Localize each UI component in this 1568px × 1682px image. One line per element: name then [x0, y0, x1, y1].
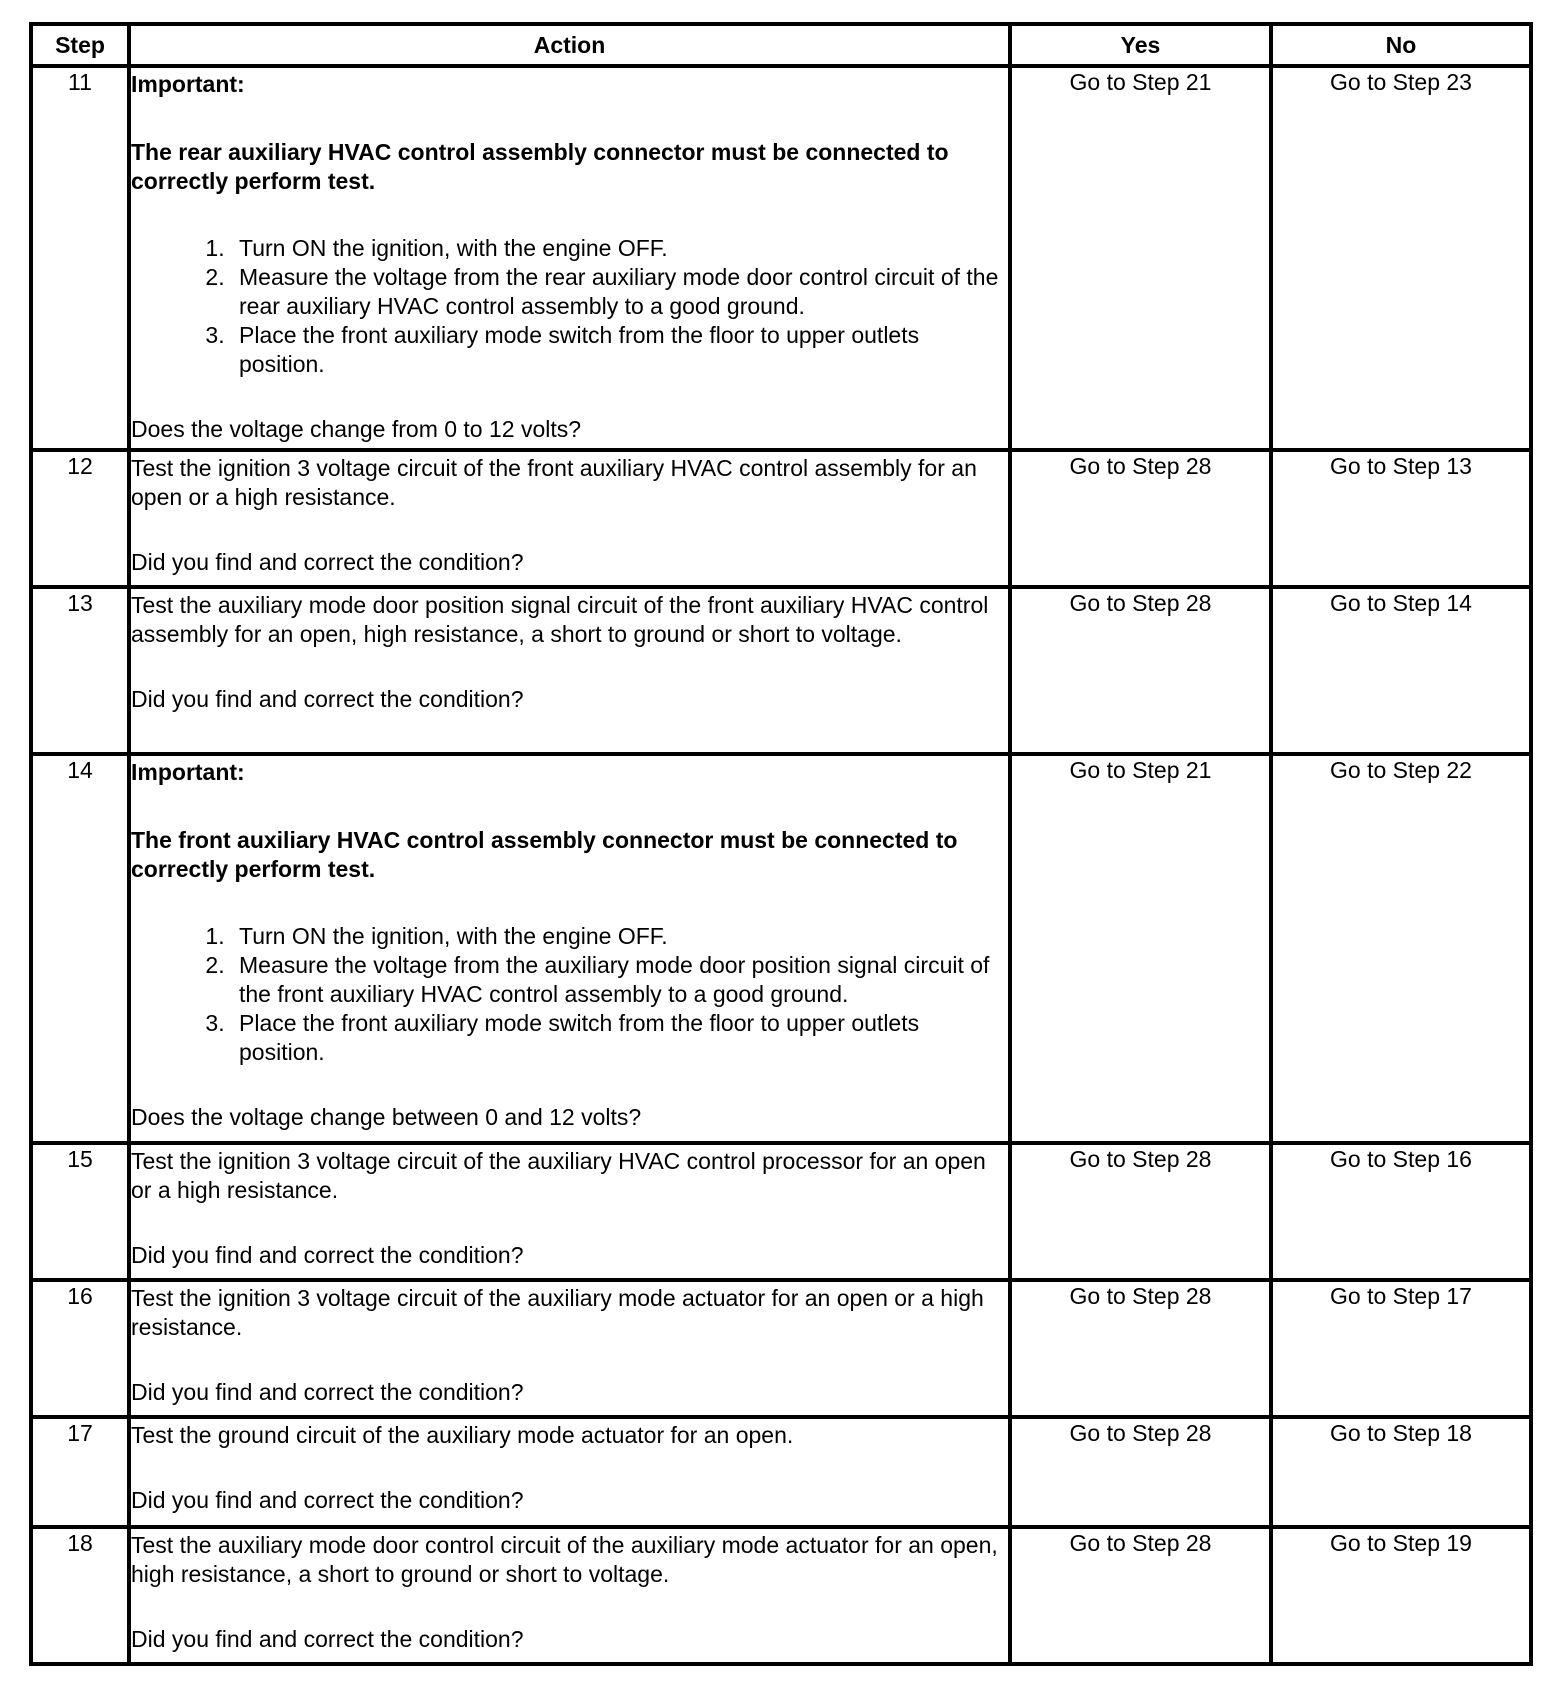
- step-number: 13: [31, 587, 129, 754]
- test-text: Test the auxiliary mode door control circuit of the auxiliary mode actuator for an open, high resistance, a short to ground or short to voltage.: [131, 1532, 998, 1587]
- important-text: The rear auxiliary HVAC control assembly connector must be connected to correctly perform test.: [131, 139, 949, 194]
- no-cell: Go to Step 18: [1271, 1417, 1531, 1527]
- action-cell: [129, 1417, 1010, 1527]
- no-cell: Go to Step 19: [1271, 1527, 1531, 1664]
- step-number: 11: [31, 66, 129, 450]
- question-text: Did you find and correct the condition?: [131, 1379, 524, 1405]
- action-cell: [129, 754, 1010, 1143]
- no-cell: Go to Step 16: [1271, 1143, 1531, 1280]
- question-text: Did you find and correct the condition?: [131, 686, 524, 712]
- action-cell: [129, 1143, 1010, 1280]
- diagnostic-table: [29, 22, 1533, 1666]
- no-cell: Go to Step 13: [1271, 450, 1531, 587]
- question-text: Does the voltage change between 0 and 12 volts?: [131, 1104, 642, 1130]
- yes-cell: Go to Step 28: [1010, 587, 1271, 754]
- action-cell: [129, 450, 1010, 587]
- header-action: Action: [129, 24, 1010, 66]
- action-cell: [129, 1527, 1010, 1664]
- list-item: 3. Place the front auxiliary mode switch from the floor to upper outlets position.: [231, 321, 1008, 379]
- action-steps-list: [131, 922, 1008, 1067]
- yes-cell: Go to Step 21: [1010, 66, 1271, 450]
- table-row: [31, 587, 1531, 754]
- table-row: [31, 1280, 1531, 1417]
- table-row: [31, 1143, 1531, 1280]
- action-steps-list: [131, 234, 1008, 379]
- header-no: No: [1271, 24, 1531, 66]
- step-number: 12: [31, 450, 129, 587]
- no-cell: Go to Step 17: [1271, 1280, 1531, 1417]
- list-item: 1. Turn ON the ignition, with the engine OFF.: [231, 922, 1008, 951]
- header-step: Step: [31, 24, 129, 66]
- yes-cell: Go to Step 28: [1010, 450, 1271, 587]
- table-row: [31, 754, 1531, 1143]
- list-item: 3. Place the front auxiliary mode switch from the floor to upper outlets position.: [231, 1009, 1008, 1067]
- question-text: Did you find and correct the condition?: [131, 1626, 524, 1652]
- step-number: 16: [31, 1280, 129, 1417]
- action-cell: [129, 587, 1010, 754]
- action-cell: [129, 1280, 1010, 1417]
- test-text: Test the ignition 3 voltage circuit of the auxiliary HVAC control processor for an open or a high resistance.: [131, 1148, 986, 1203]
- step-number: 15: [31, 1143, 129, 1280]
- step-number: 14: [31, 754, 129, 1143]
- no-cell: Go to Step 22: [1271, 754, 1531, 1143]
- test-text: Test the ignition 3 voltage circuit of the front auxiliary HVAC control assembly for an open or a high resistance.: [131, 455, 977, 510]
- list-item: 1. Turn ON the ignition, with the engine OFF.: [231, 234, 1008, 263]
- header-row: [31, 24, 1531, 66]
- table-row: [31, 1527, 1531, 1664]
- step-number: 18: [31, 1527, 129, 1664]
- list-item: 2. Measure the voltage from the rear auxiliary mode door control circuit of the rear auxiliary HVAC control assembly to a good ground.: [231, 263, 1008, 321]
- step-number: 17: [31, 1417, 129, 1527]
- yes-cell: Go to Step 28: [1010, 1527, 1271, 1664]
- table-row: [31, 66, 1531, 450]
- question-text: Does the voltage change from 0 to 12 volts?: [131, 416, 582, 442]
- test-text: Test the ground circuit of the auxiliary mode actuator for an open.: [131, 1422, 794, 1448]
- table-row: [31, 1417, 1531, 1527]
- question-text: Did you find and correct the condition?: [131, 1242, 524, 1268]
- yes-cell: Go to Step 28: [1010, 1417, 1271, 1527]
- important-text: The front auxiliary HVAC control assembly connector must be connected to correctly perform test.: [131, 827, 958, 882]
- action-cell: [129, 66, 1010, 450]
- important-label: Important:: [131, 759, 245, 785]
- test-text: Test the auxiliary mode door position signal circuit of the front auxiliary HVAC control assembly for an open, high resistance, a short to ground or short to voltage.: [131, 592, 989, 647]
- header-yes: Yes: [1010, 24, 1271, 66]
- question-text: Did you find and correct the condition?: [131, 549, 524, 575]
- yes-cell: Go to Step 28: [1010, 1280, 1271, 1417]
- question-text: Did you find and correct the condition?: [131, 1487, 524, 1513]
- yes-cell: Go to Step 21: [1010, 754, 1271, 1143]
- no-cell: Go to Step 23: [1271, 66, 1531, 450]
- test-text: Test the ignition 3 voltage circuit of the auxiliary mode actuator for an open or a high resistance.: [131, 1285, 984, 1340]
- table-row: [31, 450, 1531, 587]
- yes-cell: Go to Step 28: [1010, 1143, 1271, 1280]
- no-cell: Go to Step 14: [1271, 587, 1531, 754]
- important-label: Important:: [131, 71, 245, 97]
- list-item: 2. Measure the voltage from the auxiliary mode door position signal circuit of the front auxiliary HVAC control assembly to a good ground.: [231, 951, 1008, 1009]
